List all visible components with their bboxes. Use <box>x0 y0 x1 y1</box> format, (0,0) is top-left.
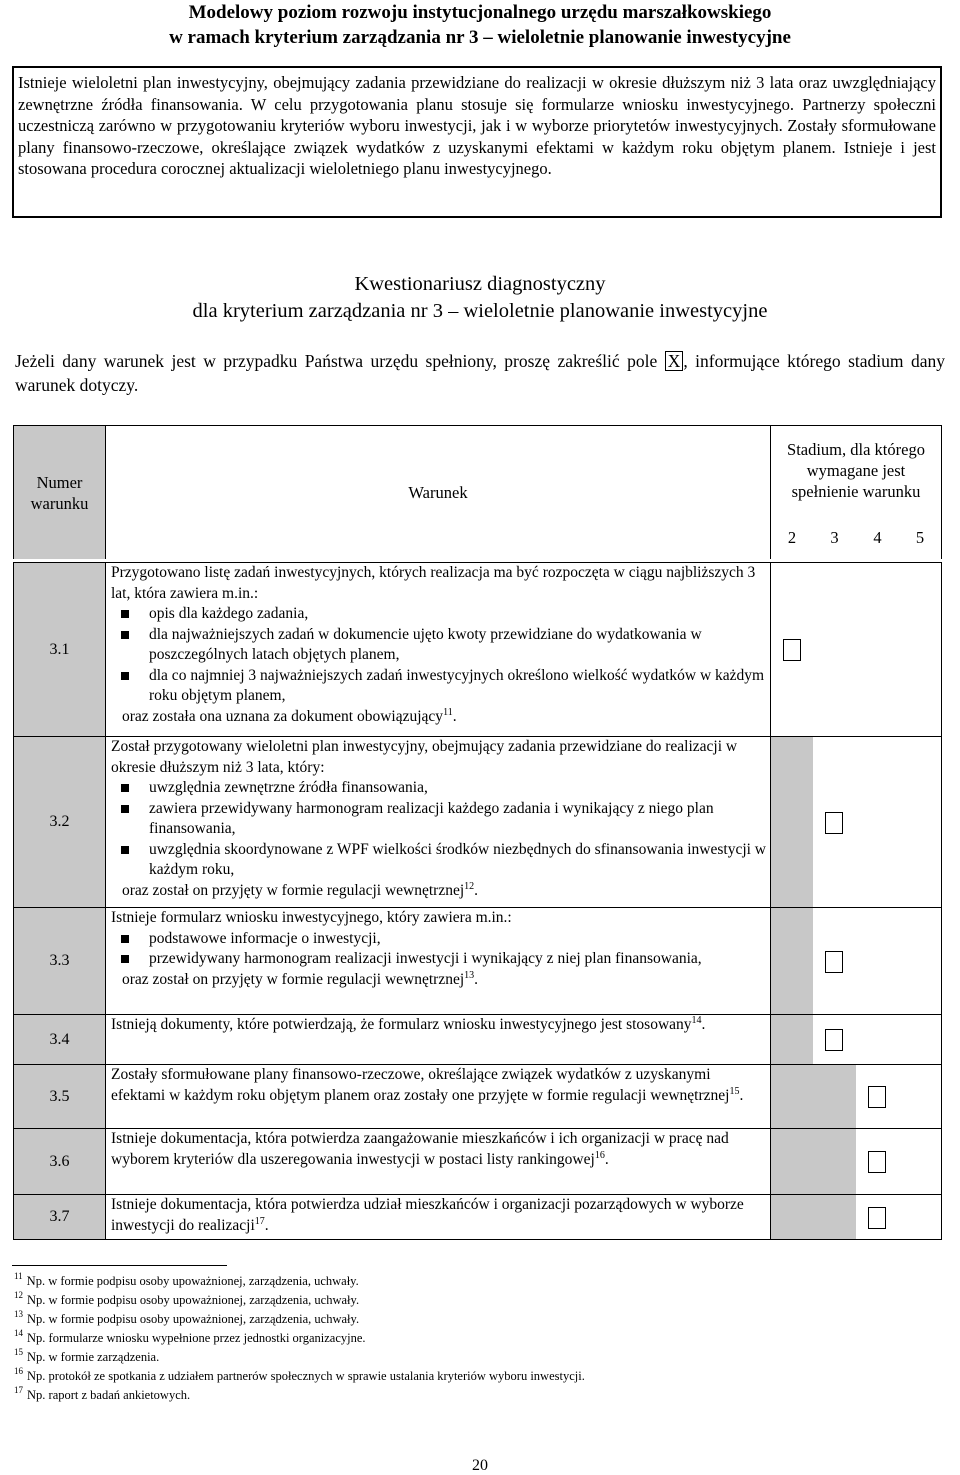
condition-outro: oraz został on przyjęty w formie regulacji wewnętrznej <box>122 970 465 988</box>
stage-cell-5 <box>899 1194 942 1240</box>
stage-cell-3 <box>813 907 856 1014</box>
stage-col-5 <box>899 515 942 559</box>
row-number: 3.4 <box>49 1030 70 1048</box>
instruction <box>15 349 945 397</box>
header-number-label: Numer warunku <box>30 472 89 513</box>
footnote-number: 15 <box>14 1347 23 1357</box>
stage-cell-5 <box>899 1014 942 1064</box>
footnote-text: Np. formularze wniosku wypełnione przez jednostki organizacyjne. <box>27 1331 366 1345</box>
condition-intro: Przygotowano listę zadań inwestycyjnych, których realizacja ma być rozpoczęta w ciągu najbliższych 3 lat, która zawiera m.in.: <box>111 564 756 602</box>
stage-checkbox[interactable] <box>868 1207 886 1229</box>
header-stage-label: Stadium, dla którego wymagane jest spełnienie warunku <box>787 440 925 501</box>
condition-intro: Został przygotowany wieloletni plan inwestycyjny, obejmujący zadania przewidziane do realizacji w okresie dłuższym niż 3 lata, który: <box>111 738 738 776</box>
header-condition-label: Warunek <box>408 483 468 502</box>
condition-cell <box>105 1128 770 1194</box>
condition-end: . <box>264 1216 269 1234</box>
footnote-text: Np. w formie podpisu osoby upoważnionej, zarządzenia, uchwały. <box>27 1312 360 1326</box>
footnote-text: Np. w formie podpisu osoby upoważnionej, zarządzenia, uchwały. <box>26 1274 359 1288</box>
footnote-ref: 16 <box>594 1149 605 1161</box>
condition-intro: Istnieje dokumentacja, która potwierdza udział mieszkańców i organizacji pozarządowych w wyborze inwestycji do realizacji <box>111 1196 744 1234</box>
stage-cell-4 <box>856 736 899 907</box>
questionnaire-title <box>0 271 960 325</box>
row-number: 3.1 <box>49 640 70 658</box>
condition-list-item: uwzględnia skoordynowane z WPF wielkości środków niezbędnych do sfinansowania inwestycji w każdym roku, <box>149 840 767 881</box>
footnote <box>14 1349 159 1365</box>
model-description: Istnieje wieloletni plan inwestycyjny, obejmujący zadania przewidziane do realizacji w okresie dłuższym niż 3 lata oraz uwzględniający zewnętrzne źródła finansowania. W celu przygotowania planu stosuje się formularze wniosku inwestycyjnego. Partnerzy społeczni uczestniczą zarówno w przygotowaniu kryteriów wyboru inwestycji, jak i w wyborze priorytetów inwestycyjnych. Zostały sformułowane plany finansowo-rzeczowe, określające związek wydatków z uzyskanymi efektami w każdym roku objętym planem. Istnieje i jest stosowana procedura corocznej aktualizacji wieloletniego planu inwestycyjnego. <box>18 73 936 178</box>
footnote-ref: 17 <box>254 1215 265 1227</box>
footnote-ref: 12 <box>464 880 475 892</box>
footnote-number: 13 <box>14 1309 23 1319</box>
row-number: 3.6 <box>49 1152 70 1170</box>
stage-label-2: 2 <box>787 527 797 547</box>
footnote-separator <box>12 1265 227 1266</box>
condition-list <box>111 929 767 970</box>
stage-cell-2 <box>770 562 813 736</box>
condition-cell <box>105 1064 770 1128</box>
stage-col-4 <box>856 515 899 559</box>
stage-checkbox[interactable] <box>825 812 843 834</box>
stage-cell-3 <box>813 1194 856 1240</box>
condition-cell <box>105 1014 770 1064</box>
stage-cell-3 <box>813 736 856 907</box>
condition-list-item: dla najważniejszych zadań w dokumencie ujęto kwoty przewidziane do wydatkowania w poszczególnych latach objętych planem, <box>149 625 767 666</box>
condition-outro: oraz została ona uznana za dokument obowiązujący <box>122 707 444 725</box>
condition-list-item: dla co najmniej 3 najważniejszych zadań inwestycyjnych określono wielkość wydatków w każdym roku objętym planem, <box>149 666 767 707</box>
footnote-number: 14 <box>14 1328 23 1338</box>
document-title <box>12 0 948 50</box>
condition-intro: Zostały sformułowane plany finansowo-rzeczowe, określające związek wydatków z uzyskanymi efektami w każdym roku objętym planem oraz zostały one przyjęte w formie regulacji wewnętrznej <box>111 1066 730 1104</box>
stage-cell-5 <box>899 736 942 907</box>
footnote-text: Np. w formie podpisu osoby upoważnionej, zarządzenia, uchwały. <box>27 1293 360 1307</box>
instruction-text: Jeżeli dany warunek jest w przypadku Państwa urzędu spełniony, proszę zakreślić pole <box>15 351 665 371</box>
title-line-1: Modelowy poziom rozwoju instytucjonalnego urzędu marszałkowskiego <box>188 2 772 23</box>
footnote-text: Np. protokół ze spotkania z udziałem partnerów społecznych w sprawie ustalania kryteriów wyboru inwestycji. <box>27 1369 585 1383</box>
title-line-2: w ramach kryterium zarządzania nr 3 – wieloletnie planowanie inwestycyjne <box>169 27 791 48</box>
row-number-cell <box>13 1014 105 1064</box>
stage-cell-3 <box>813 562 856 736</box>
stage-cell-5 <box>899 562 942 736</box>
condition-intro: Istnieje dokumentacja, która potwierdza zaangażowanie mieszkańców i ich organizacji w pracę nad wyborem kryteriów dla uszeregowania inwestycji w postaci listy rankingowej <box>111 1130 729 1168</box>
condition-end: . <box>452 707 457 725</box>
stage-cell-3 <box>813 1128 856 1194</box>
footnote-ref: 14 <box>691 1014 702 1026</box>
stage-col-2 <box>770 515 813 559</box>
stage-cell-4 <box>856 1014 899 1064</box>
row-number: 3.2 <box>49 813 70 830</box>
stage-checkbox[interactable] <box>783 639 801 661</box>
row-number-cell <box>13 736 105 907</box>
stage-cell-5 <box>899 1064 942 1128</box>
row-number: 3.7 <box>49 1208 70 1225</box>
row-number: 3.5 <box>49 1087 70 1105</box>
condition-list-item: uwzględnia zewnętrzne źródła finansowania, <box>149 778 767 799</box>
stage-col-3 <box>813 515 856 559</box>
condition-list-item: przewidywany harmonogram realizacji inwestycji i wynikający z niej plan finansowania, <box>149 949 767 970</box>
footnote-ref: 11 <box>443 706 453 718</box>
condition-list-item: podstawowe informacje o inwestycji, <box>149 929 767 950</box>
footnote-ref: 13 <box>464 969 475 981</box>
stage-cell-2 <box>770 907 813 1014</box>
condition-end: . <box>701 1016 706 1033</box>
condition-list-item: zawiera przewidywany harmonogram realizacji każdego zadania i wynikający z niego plan finansowania, <box>149 799 767 840</box>
stage-cell-3 <box>813 1014 856 1064</box>
footnote <box>14 1273 359 1289</box>
condition-end: . <box>739 1086 744 1104</box>
condition-intro: Istnieją dokumenty, które potwierdzają, że formularz wniosku inwestycyjnego jest stosowany <box>111 1016 692 1033</box>
stage-cell-2 <box>770 1194 813 1240</box>
stage-label-4: 4 <box>873 527 882 547</box>
condition-cell <box>105 1194 770 1240</box>
stage-checkbox[interactable] <box>825 1029 843 1051</box>
condition-intro: Istnieje formularz wniosku inwestycyjnego, który zawiera m.in.: <box>111 909 512 926</box>
stage-cell-5 <box>899 1128 942 1194</box>
row-number: 3.3 <box>49 952 70 969</box>
questionnaire-title-line-1: Kwestionariusz diagnostyczny <box>354 273 606 295</box>
footnote-number: 17 <box>14 1385 23 1395</box>
row-number-cell <box>13 1194 105 1240</box>
footnote-ref: 15 <box>729 1085 740 1097</box>
stage-cell-5 <box>899 907 942 1014</box>
condition-list-item: opis dla każdego zadania, <box>149 604 767 625</box>
footnote-number: 16 <box>14 1366 23 1376</box>
stage-cell-3 <box>813 1064 856 1128</box>
row-number-cell <box>13 1128 105 1194</box>
condition-cell <box>105 562 770 736</box>
stage-cell-4 <box>856 1128 899 1194</box>
condition-cell <box>105 736 770 907</box>
condition-list <box>111 604 767 707</box>
stage-label-5: 5 <box>915 527 925 547</box>
condition-end: . <box>474 881 479 899</box>
footnote <box>14 1387 190 1403</box>
model-description-box <box>12 66 942 218</box>
stage-label-3: 3 <box>830 527 839 547</box>
footnote <box>14 1368 585 1384</box>
stage-cell-2 <box>770 1014 813 1064</box>
header-condition <box>105 425 770 559</box>
footnote-text: Np. raport z badań ankietowych. <box>27 1388 191 1402</box>
stage-checkbox[interactable] <box>868 1086 886 1108</box>
questionnaire-title-line-2: dla kryterium zarządzania nr 3 – wieloletnie planowanie inwestycyjne <box>192 300 768 322</box>
row-number-cell <box>13 562 105 736</box>
header-stage <box>770 425 942 515</box>
condition-end: . <box>604 1150 609 1168</box>
stage-checkbox[interactable] <box>868 1151 886 1173</box>
stage-cell-2 <box>770 1128 813 1194</box>
stage-checkbox[interactable] <box>825 951 843 973</box>
stage-cell-4 <box>856 907 899 1014</box>
footnote-text: Np. w formie zarządzenia. <box>27 1350 160 1364</box>
footnote <box>14 1311 359 1327</box>
instruction-text-end: , informujące którego stadium dany warunek dotyczy. <box>15 351 945 395</box>
stage-cell-4 <box>856 1194 899 1240</box>
stage-cell-2 <box>770 1064 813 1128</box>
stage-cell-4 <box>856 562 899 736</box>
condition-list <box>111 778 767 881</box>
row-number-cell <box>13 907 105 1014</box>
footnote-number: 11 <box>14 1271 23 1281</box>
condition-cell <box>105 907 770 1014</box>
footnote-number: 12 <box>14 1290 23 1300</box>
row-number-cell <box>13 1064 105 1128</box>
condition-outro: oraz został on przyjęty w formie regulacji wewnętrznej <box>122 881 465 899</box>
footnote <box>14 1292 359 1308</box>
x-mark-example: X <box>665 351 684 371</box>
page-number: 20 <box>472 1457 488 1474</box>
footnote <box>14 1330 366 1346</box>
stage-cell-4 <box>856 1064 899 1128</box>
header-number <box>13 425 105 559</box>
condition-end: . <box>474 970 479 988</box>
stage-cell-2 <box>770 736 813 907</box>
